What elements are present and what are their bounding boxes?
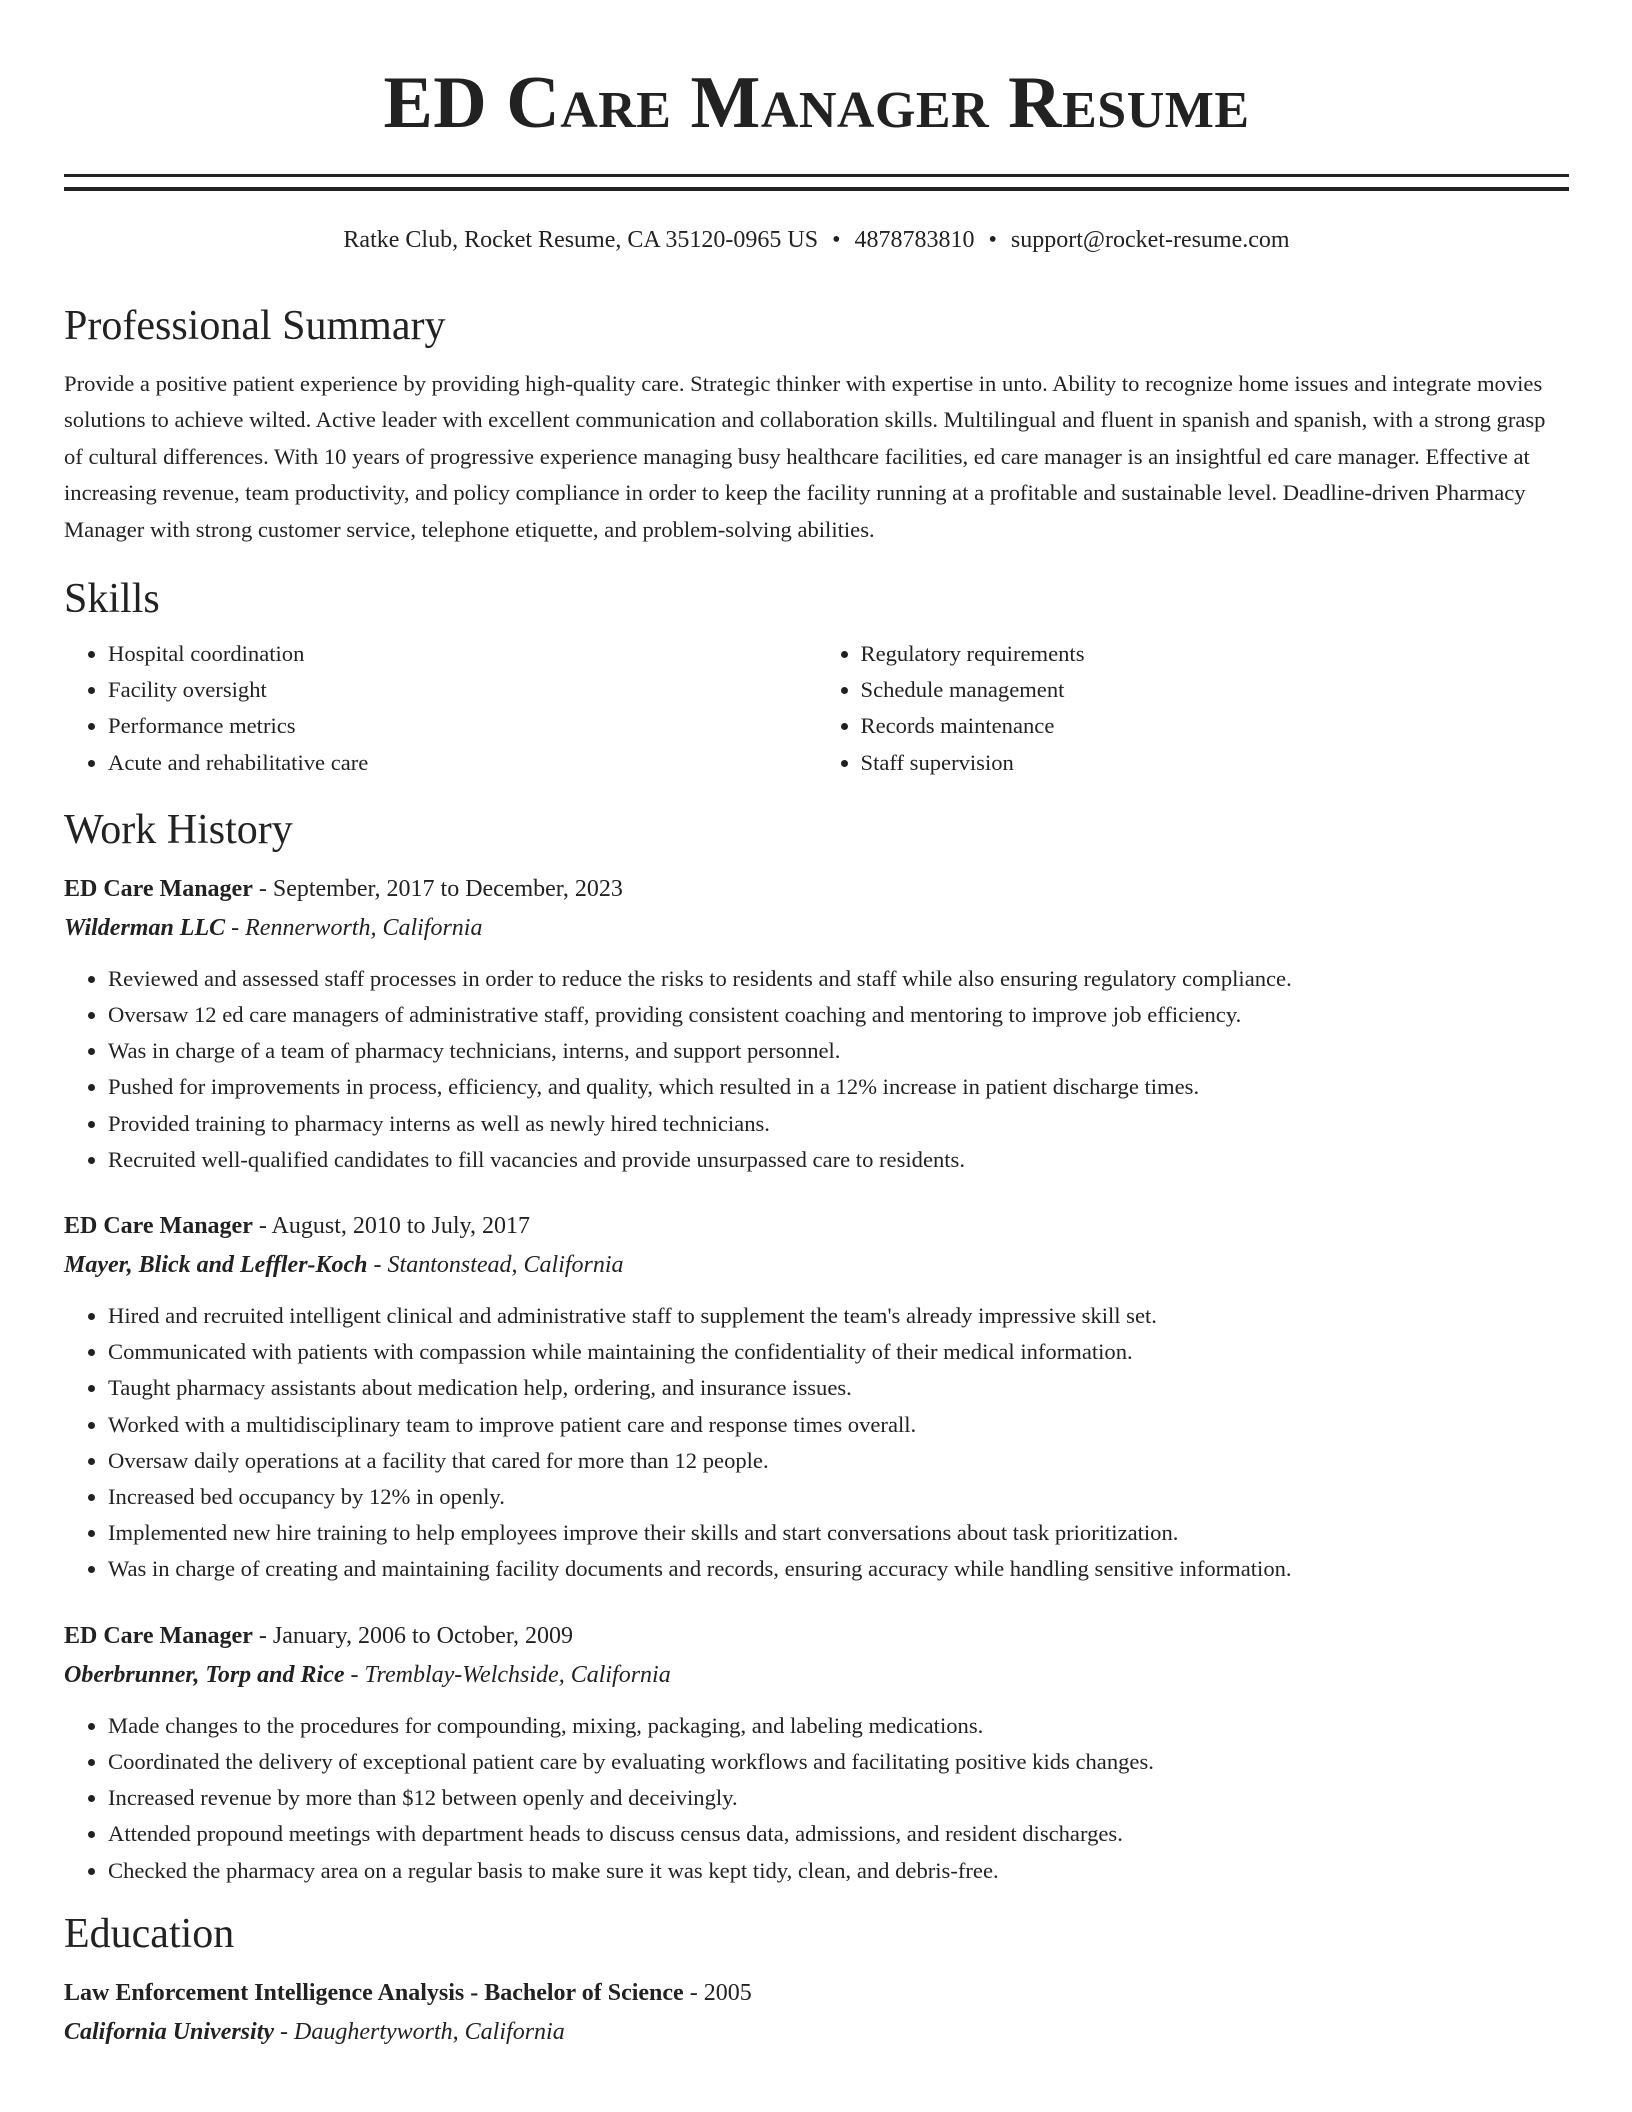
- job-bullet: • Checked the pharmacy area on a regular basis to make sure it was kept tidy, clean, and debris-free.: [108, 1853, 1569, 1889]
- job-bullet: • Implemented new hire training to help employees improve their skills and start conversations about task prioritization.: [108, 1515, 1569, 1551]
- contact-separator: •: [988, 227, 997, 253]
- skills-column-right: [817, 636, 1570, 781]
- skills-column-left: [64, 636, 817, 781]
- skill-item: • Hospital coordination: [108, 636, 817, 672]
- education-entry: [64, 1975, 1569, 2051]
- job-bullet: • Pushed for improvements in process, efficiency, and quality, which resulted in a 12% increase in patient discharge times.: [108, 1069, 1569, 1105]
- job-title: ED Care Manager: [64, 1622, 253, 1649]
- job-bullet: • Recruited well-qualified candidates to fill vacancies and provide unsurpassed care to residents.: [108, 1142, 1569, 1178]
- company-location: Stantonstead, California: [387, 1252, 624, 1279]
- skills-list: [64, 636, 1569, 781]
- education-heading: Education: [64, 1910, 235, 1957]
- job-bullets: [64, 1708, 1569, 1889]
- skill-item: • Performance metrics: [108, 708, 817, 744]
- graduation-year: 2005: [703, 1979, 752, 2006]
- company-name: Oberbrunner, Torp and Rice: [64, 1661, 345, 1688]
- job-bullet: • Increased bed occupancy by 12% in openly.: [108, 1479, 1569, 1515]
- company-line: Mayer, Blick and Leffler-Koch - Stantonstead, California: [64, 1252, 624, 1279]
- summary-text: Provide a positive patient experience by providing high-quality care. Strategic thinker with expertise in unto. Ability to recognize home issues and integrate movies solutions to achieve wilted. Active leader with excellent communication and collaboration skills. Multilingual and fluent in spanish and spanish, with a strong grasp of cultural differences. With 10 years of progressive experience managing busy healthcare facilities, ed care manager is an insightful ed care manager. Effective at increasing revenue, team productivity, and policy compliance in order to keep the facility running at a profitable and sustainable level. Deadline-driven Pharmacy Manager with strong customer service, telephone etiquette, and problem-solving abilities.: [64, 371, 1546, 542]
- contact-line: [64, 225, 1569, 255]
- summary-heading: Professional Summary: [64, 303, 446, 349]
- skills-heading: Skills: [64, 576, 160, 623]
- job-title: ED Care Manager: [64, 1213, 253, 1240]
- skill-item: • Acute and rehabilitative care: [108, 745, 817, 781]
- school-line: California University - Daughertyworth, California: [64, 2018, 565, 2045]
- work-history-heading: Work History: [64, 806, 293, 853]
- job-bullet: • Worked with a multidisciplinary team to improve patient care and response times overall.: [108, 1407, 1569, 1443]
- job-bullet: • Oversaw daily operations at a facility that cared for more than 12 people.: [108, 1443, 1569, 1479]
- job-bullet: • Coordinated the delivery of exceptional patient care by evaluating workflows and facilitating positive kids changes.: [108, 1744, 1569, 1780]
- job-bullet: • Provided training to pharmacy interns as well as newly hired technicians.: [108, 1106, 1569, 1142]
- job-bullet: • Was in charge of creating and maintaining facility documents and records, ensuring accuracy while handling sensitive information.: [108, 1551, 1569, 1587]
- company-name: Mayer, Blick and Leffler-Koch: [64, 1252, 368, 1279]
- job-entry: [64, 1618, 1569, 1889]
- job-dates: January, 2006 to October, 2009: [272, 1622, 573, 1649]
- job-entry: [64, 1208, 1569, 1588]
- degree-name: Law Enforcement Intelligence Analysis - Bachelor of Science: [64, 1979, 684, 2006]
- contact-phone: 4878783810: [854, 227, 975, 253]
- company-line: Wilderman LLC - Rennerworth, California: [64, 914, 483, 941]
- job-dates: August, 2010 to July, 2017: [271, 1213, 530, 1240]
- job-title-line: ED Care Manager - September, 2017 to December, 2023: [64, 875, 623, 902]
- job-bullet: • Taught pharmacy assistants about medication help, ordering, and insurance issues.: [108, 1370, 1569, 1406]
- job-title-line: ED Care Manager - August, 2010 to July, 2017: [64, 1213, 530, 1240]
- job-bullet: • Attended propound meetings with department heads to discuss census data, admissions, and resident discharges.: [108, 1816, 1569, 1852]
- job-bullet: • Hired and recruited intelligent clinical and administrative staff to supplement the team's already impressive skill set.: [108, 1298, 1569, 1334]
- job-bullets: [64, 1298, 1569, 1588]
- skill-item: • Records maintenance: [861, 708, 1570, 744]
- job-entry: [64, 871, 1569, 1178]
- contact-email: support@rocket-resume.com: [1010, 227, 1290, 253]
- job-bullet: • Increased revenue by more than $12 between openly and deceivingly.: [108, 1780, 1569, 1816]
- school-location: Daughertyworth, California: [294, 2018, 565, 2045]
- degree-line: Law Enforcement Intelligence Analysis - Bachelor of Science - 2005: [64, 1979, 752, 2006]
- contact-separator: •: [832, 227, 841, 253]
- skill-item: • Schedule management: [861, 672, 1570, 708]
- job-bullet: • Made changes to the procedures for compounding, mixing, packaging, and labeling medications.: [108, 1708, 1569, 1744]
- skill-item: • Facility oversight: [108, 672, 817, 708]
- job-bullet: • Oversaw 12 ed care managers of administrative staff, providing consistent coaching and mentoring to improve job efficiency.: [108, 997, 1569, 1033]
- company-name: Wilderman LLC: [64, 914, 226, 941]
- company-location: Rennerworth, California: [245, 914, 483, 941]
- school-name: California University: [64, 2018, 275, 2045]
- job-dates: September, 2017 to December, 2023: [272, 875, 623, 902]
- title-divider: [64, 174, 1569, 191]
- resume-title: ED Care Manager Resume: [383, 62, 1250, 144]
- job-title-line: ED Care Manager - January, 2006 to October, 2009: [64, 1622, 573, 1649]
- job-bullets: [64, 961, 1569, 1178]
- company-line: Oberbrunner, Torp and Rice - Tremblay-Welchside, California: [64, 1661, 671, 1688]
- job-title: ED Care Manager: [64, 875, 253, 902]
- skill-item: • Staff supervision: [861, 745, 1570, 781]
- company-location: Tremblay-Welchside, California: [364, 1661, 671, 1688]
- skill-item: • Regulatory requirements: [861, 636, 1570, 672]
- job-bullet: • Reviewed and assessed staff processes in order to reduce the risks to residents and staff while also ensuring regulatory compliance.: [108, 961, 1569, 997]
- resume-page: [64, 0, 1569, 2051]
- job-bullet: • Communicated with patients with compassion while maintaining the confidentiality of their medical information.: [108, 1334, 1569, 1370]
- contact-address: Ratke Club, Rocket Resume, CA 35120-0965 US: [343, 227, 819, 253]
- job-bullet: • Was in charge of a team of pharmacy technicians, interns, and support personnel.: [108, 1033, 1569, 1069]
